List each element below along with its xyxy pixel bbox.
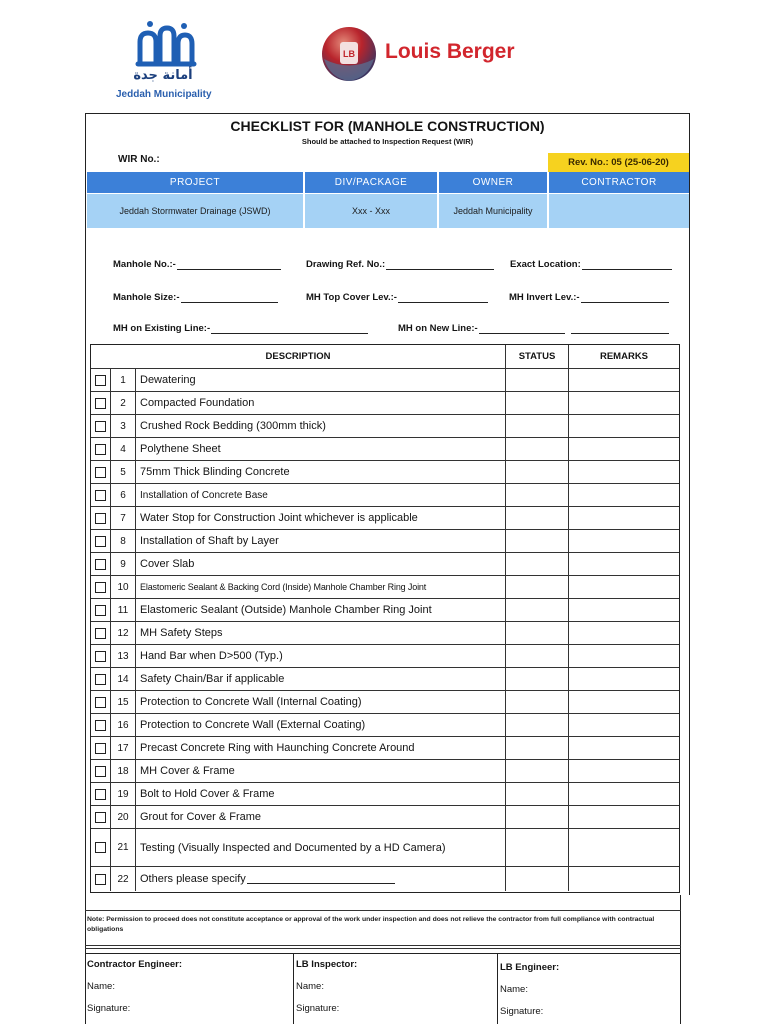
item-number: 16 — [111, 714, 136, 736]
item-description-text: Cover Slab — [140, 558, 195, 570]
checklist-row — [91, 737, 679, 760]
item-description-text: 75mm Thick Blinding Concrete — [140, 466, 290, 478]
top-cover-lev-label: MH Top Cover Lev.:- — [306, 292, 397, 303]
checkbox-cell — [91, 783, 111, 805]
drawing-ref-input[interactable] — [386, 260, 494, 270]
status-cell[interactable] — [506, 576, 569, 598]
item-number: 6 — [111, 484, 136, 506]
remarks-cell[interactable] — [569, 461, 679, 483]
status-cell[interactable] — [506, 599, 569, 621]
invert-lev-field — [509, 291, 669, 303]
jeddah-logo-english-text: Jeddah Municipality — [116, 89, 212, 100]
signoff-role: LB Inspector: — [296, 959, 358, 970]
item-number: 20 — [111, 806, 136, 828]
drawing-ref-field — [306, 258, 494, 270]
item-number: 4 — [111, 438, 136, 460]
item-checkbox[interactable] — [95, 720, 106, 731]
item-checkbox[interactable] — [95, 444, 106, 455]
specify-input[interactable] — [247, 874, 395, 884]
status-header: STATUS — [506, 345, 569, 368]
item-checkbox[interactable] — [95, 697, 106, 708]
signoff-signature-label[interactable]: Signature: — [296, 1003, 340, 1014]
item-checkbox[interactable] — [95, 743, 106, 754]
status-cell[interactable] — [506, 415, 569, 437]
item-description — [136, 622, 506, 644]
remarks-cell[interactable] — [569, 760, 679, 782]
remarks-cell[interactable] — [569, 668, 679, 690]
checkbox-cell — [91, 530, 111, 552]
item-description-text: Elastomeric Sealant & Backing Cord (Inside) Manhole Chamber Ring Joint — [140, 582, 427, 592]
info-value-contractor[interactable] — [549, 194, 689, 228]
checklist-row — [91, 438, 679, 461]
item-description — [136, 783, 506, 805]
item-number: 14 — [111, 668, 136, 690]
note-divider-1 — [85, 945, 681, 946]
item-number: 5 — [111, 461, 136, 483]
checklist-row — [91, 415, 679, 438]
jeddah-municipality-emblem-icon — [134, 20, 198, 68]
checklist-row — [91, 530, 679, 553]
checkbox-cell — [91, 461, 111, 483]
status-cell[interactable] — [506, 760, 569, 782]
checklist-row — [91, 622, 679, 645]
remarks-cell[interactable] — [569, 691, 679, 713]
item-description-text: Hand Bar when D>500 (Typ.) — [140, 650, 283, 662]
info-value-project: Jeddah Stormwater Drainage (JSWD) — [87, 194, 303, 228]
drawing-ref-label: Drawing Ref. No.: — [306, 259, 386, 270]
page-title: CHECKLIST FOR (MANHOLE CONSTRUCTION) — [230, 118, 545, 134]
item-description — [136, 645, 506, 667]
remarks-cell[interactable] — [569, 484, 679, 506]
item-checkbox[interactable] — [95, 582, 106, 593]
checklist-row — [91, 461, 679, 484]
checkbox-cell — [91, 484, 111, 506]
status-cell[interactable] — [506, 691, 569, 713]
signoff-lb-inspector — [293, 953, 497, 1024]
note-label: Note: — [87, 916, 105, 923]
remarks-header: REMARKS — [599, 351, 649, 362]
item-checkbox[interactable] — [95, 842, 106, 853]
item-number: 21 — [111, 829, 136, 866]
status-cell[interactable] — [506, 369, 569, 391]
remarks-cell[interactable] — [569, 783, 679, 805]
item-description-text: MH Cover & Frame — [140, 765, 235, 777]
remarks-cell[interactable] — [569, 553, 679, 575]
manhole-size-input[interactable] — [181, 293, 278, 303]
item-checkbox[interactable] — [95, 766, 106, 777]
item-description — [136, 599, 506, 621]
item-description — [136, 760, 506, 782]
checkbox-cell — [91, 714, 111, 736]
checklist-row — [91, 829, 679, 867]
checklist-row — [91, 691, 679, 714]
checklist-row — [91, 867, 679, 891]
checkbox-cell — [91, 829, 111, 866]
checklist-row — [91, 392, 679, 415]
status-cell[interactable] — [506, 737, 569, 759]
item-description — [136, 806, 506, 828]
checklist-row — [91, 599, 679, 622]
note-text — [87, 915, 667, 935]
item-description — [136, 737, 506, 759]
info-value-div-package: Xxx - Xxx — [305, 194, 437, 228]
exact-location-input[interactable] — [582, 260, 672, 270]
note-top-divider — [85, 910, 681, 911]
checkbox-cell — [91, 438, 111, 460]
item-description — [136, 415, 506, 437]
signoff-contractor-engineer — [85, 953, 293, 1024]
item-checkbox[interactable] — [95, 605, 106, 616]
item-number: 10 — [111, 576, 136, 598]
item-checkbox[interactable] — [95, 628, 106, 639]
checklist-row — [91, 714, 679, 737]
status-cell[interactable] — [506, 438, 569, 460]
item-number: 2 — [111, 392, 136, 414]
checkbox-cell — [91, 576, 111, 598]
checklist-row — [91, 369, 679, 392]
item-description — [136, 484, 506, 506]
remarks-cell[interactable] — [569, 622, 679, 644]
existing-line-label: MH on Existing Line:- — [113, 323, 211, 334]
item-description-text: Grout for Cover & Frame — [140, 811, 262, 823]
item-number: 17 — [111, 737, 136, 759]
item-number: 19 — [111, 783, 136, 805]
existing-line-field — [113, 322, 368, 334]
status-cell[interactable] — [506, 530, 569, 552]
item-number: 9 — [111, 553, 136, 575]
checkbox-cell — [91, 553, 111, 575]
remarks-cell[interactable] — [569, 576, 679, 598]
item-checkbox[interactable] — [95, 536, 106, 547]
new-line-field — [398, 322, 669, 334]
top-cover-lev-field — [306, 291, 488, 303]
status-cell[interactable] — [506, 783, 569, 805]
item-description — [136, 461, 506, 483]
remarks-cell[interactable] — [569, 806, 679, 828]
exact-location-label: Exact Location: — [510, 259, 581, 270]
remarks-cell[interactable] — [569, 829, 679, 866]
checklist-row — [91, 668, 679, 691]
checklist-row — [91, 783, 679, 806]
signoff-name-label[interactable]: Name: — [87, 981, 115, 992]
lb-mark-text: LB — [343, 49, 355, 59]
checkbox-cell — [91, 415, 111, 437]
note-divider-2 — [85, 948, 681, 949]
item-description — [136, 530, 506, 552]
checkbox-cell — [91, 737, 111, 759]
item-description-text: Others please specify — [140, 873, 246, 885]
item-number: 11 — [111, 599, 136, 621]
item-description-text: Protection to Concrete Wall (External Coating) — [140, 719, 366, 731]
note-body: Permission to proceed does not constitute acceptance or approval of the work under inspection and does not relieve the contractor from full compliance with contractual obligations — [87, 916, 655, 933]
checklist-row — [91, 760, 679, 783]
item-checkbox[interactable] — [95, 490, 106, 501]
item-number: 1 — [111, 369, 136, 391]
item-checkbox[interactable] — [95, 398, 106, 409]
checklist-row — [91, 553, 679, 576]
item-checkbox[interactable] — [95, 559, 106, 570]
checkbox-cell — [91, 668, 111, 690]
new-line-label: MH on New Line:- — [398, 323, 478, 334]
remarks-cell[interactable] — [569, 415, 679, 437]
item-description-text: Installation of Shaft by Layer — [140, 535, 279, 547]
checklist-rows — [91, 369, 679, 891]
item-description — [136, 829, 506, 866]
remarks-cell[interactable] — [569, 714, 679, 736]
louis-berger-globe-icon — [321, 26, 377, 82]
signoff-role: Contractor Engineer: — [87, 959, 183, 970]
signoff-signature-label[interactable]: Signature: — [500, 1006, 544, 1017]
item-description — [136, 668, 506, 690]
signoff-lb-engineer — [497, 953, 681, 1024]
description-header: DESCRIPTION — [91, 345, 506, 368]
page-subtitle: Should be attached to Inspection Request (WIR) — [301, 137, 474, 146]
item-checkbox[interactable] — [95, 467, 106, 478]
item-description — [136, 553, 506, 575]
checklist-header-row — [91, 345, 679, 369]
status-cell[interactable] — [506, 507, 569, 529]
item-description — [136, 507, 506, 529]
item-description-text: Installation of Concrete Base — [140, 489, 268, 501]
info-value-owner: Jeddah Municipality — [439, 194, 547, 228]
checkbox-cell — [91, 392, 111, 414]
remarks-cell[interactable] — [569, 438, 679, 460]
status-cell[interactable] — [506, 714, 569, 736]
remarks-cell[interactable] — [569, 599, 679, 621]
status-cell[interactable] — [506, 553, 569, 575]
item-checkbox[interactable] — [95, 513, 106, 524]
item-checkbox[interactable] — [95, 874, 106, 885]
item-description-text: Compacted Foundation — [140, 397, 255, 409]
item-number: 22 — [111, 867, 136, 891]
item-description — [136, 369, 506, 391]
invert-lev-label: MH Invert Lev.:- — [509, 292, 580, 303]
item-description-text: Elastomeric Sealant (Outside) Manhole Chamber Ring Joint — [140, 604, 432, 616]
manhole-no-label: Manhole No.:- — [113, 259, 176, 270]
checklist-row — [91, 806, 679, 829]
info-header-div-package: DIV/PACKAGE — [305, 172, 437, 193]
status-cell[interactable] — [506, 829, 569, 866]
remarks-cell[interactable] — [569, 645, 679, 667]
checkbox-cell — [91, 507, 111, 529]
item-description-text: Dewatering — [140, 374, 196, 386]
info-header-owner: OWNER — [439, 172, 547, 193]
status-cell[interactable] — [506, 461, 569, 483]
status-cell[interactable] — [506, 392, 569, 414]
remarks-cell[interactable] — [569, 530, 679, 552]
item-checkbox[interactable] — [95, 812, 106, 823]
item-description-text: Protection to Concrete Wall (Internal Coating) — [140, 696, 362, 708]
status-cell[interactable] — [506, 622, 569, 644]
checklist-row — [91, 576, 679, 599]
status-cell[interactable] — [506, 668, 569, 690]
manhole-size-label: Manhole Size:- — [113, 292, 180, 303]
checklist-row — [91, 507, 679, 530]
item-description — [136, 438, 506, 460]
item-number: 15 — [111, 691, 136, 713]
item-number: 18 — [111, 760, 136, 782]
item-description — [136, 576, 506, 598]
item-description — [136, 714, 506, 736]
checklist-table — [90, 344, 680, 893]
info-header-project: PROJECT — [87, 172, 303, 193]
item-description-text: Crushed Rock Bedding (300mm thick) — [140, 420, 326, 432]
checkbox-cell — [91, 622, 111, 644]
item-number: 8 — [111, 530, 136, 552]
new-line-input-extra[interactable] — [571, 324, 669, 334]
item-description — [136, 691, 506, 713]
item-description-text: MH Safety Steps — [140, 627, 223, 639]
status-cell[interactable] — [506, 645, 569, 667]
status-cell[interactable] — [506, 806, 569, 828]
item-description-text: Testing (Visually Inspected and Documented by a HD Camera) — [140, 841, 446, 854]
remarks-cell[interactable] — [569, 369, 679, 391]
exact-location-field — [510, 258, 672, 270]
existing-line-input[interactable] — [211, 324, 368, 334]
item-description — [136, 392, 506, 414]
signoff-role: LB Engineer: — [500, 962, 560, 973]
item-description-text: Bolt to Hold Cover & Frame — [140, 788, 275, 800]
checkbox-cell — [91, 645, 111, 667]
checkbox-cell — [91, 691, 111, 713]
remarks-cell[interactable] — [569, 867, 679, 891]
remarks-cell[interactable] — [569, 737, 679, 759]
checkbox-cell — [91, 599, 111, 621]
remarks-cell[interactable] — [569, 392, 679, 414]
invert-lev-input[interactable] — [581, 293, 669, 303]
revision-badge: Rev. No.: 05 (25-06-20) — [548, 153, 689, 172]
checkbox-cell — [91, 806, 111, 828]
item-description-text: Precast Concrete Ring with Haunching Concrete Around — [140, 742, 415, 754]
wir-no-label: WIR No.: — [118, 154, 160, 165]
item-description-text: Water Stop for Construction Joint whichever is applicable — [140, 512, 418, 524]
checklist-row — [91, 484, 679, 507]
jeddah-logo-arabic-text: أمانة جدة — [133, 68, 193, 83]
status-cell[interactable] — [506, 867, 569, 891]
item-checkbox[interactable] — [95, 674, 106, 685]
signoff-signature-label[interactable]: Signature: — [87, 1003, 131, 1014]
info-header-contractor: CONTRACTOR — [549, 172, 689, 193]
status-cell[interactable] — [506, 484, 569, 506]
item-number: 3 — [111, 415, 136, 437]
item-number: 7 — [111, 507, 136, 529]
jeddah-municipality-logo — [110, 18, 226, 104]
checkbox-cell — [91, 760, 111, 782]
checkbox-cell — [91, 867, 111, 891]
item-checkbox[interactable] — [95, 375, 106, 386]
remarks-cell[interactable] — [569, 507, 679, 529]
item-checkbox[interactable] — [95, 789, 106, 800]
checklist-row — [91, 645, 679, 668]
item-description-text: Safety Chain/Bar if applicable — [140, 673, 285, 685]
manhole-no-field — [113, 258, 281, 270]
item-checkbox[interactable] — [95, 421, 106, 432]
signoff-name-label[interactable]: Name: — [500, 984, 528, 995]
manhole-no-input[interactable] — [177, 260, 281, 270]
item-checkbox[interactable] — [95, 651, 106, 662]
item-description-text: Polythene Sheet — [140, 443, 221, 455]
item-number: 12 — [111, 622, 136, 644]
item-description — [136, 867, 506, 891]
signoff-name-label[interactable]: Name: — [296, 981, 324, 992]
new-line-input[interactable] — [479, 324, 565, 334]
checkbox-cell — [91, 369, 111, 391]
top-cover-lev-input[interactable] — [398, 293, 488, 303]
item-number: 13 — [111, 645, 136, 667]
manhole-size-field — [113, 291, 278, 303]
louis-berger-logo-text: Louis Berger — [385, 40, 515, 63]
